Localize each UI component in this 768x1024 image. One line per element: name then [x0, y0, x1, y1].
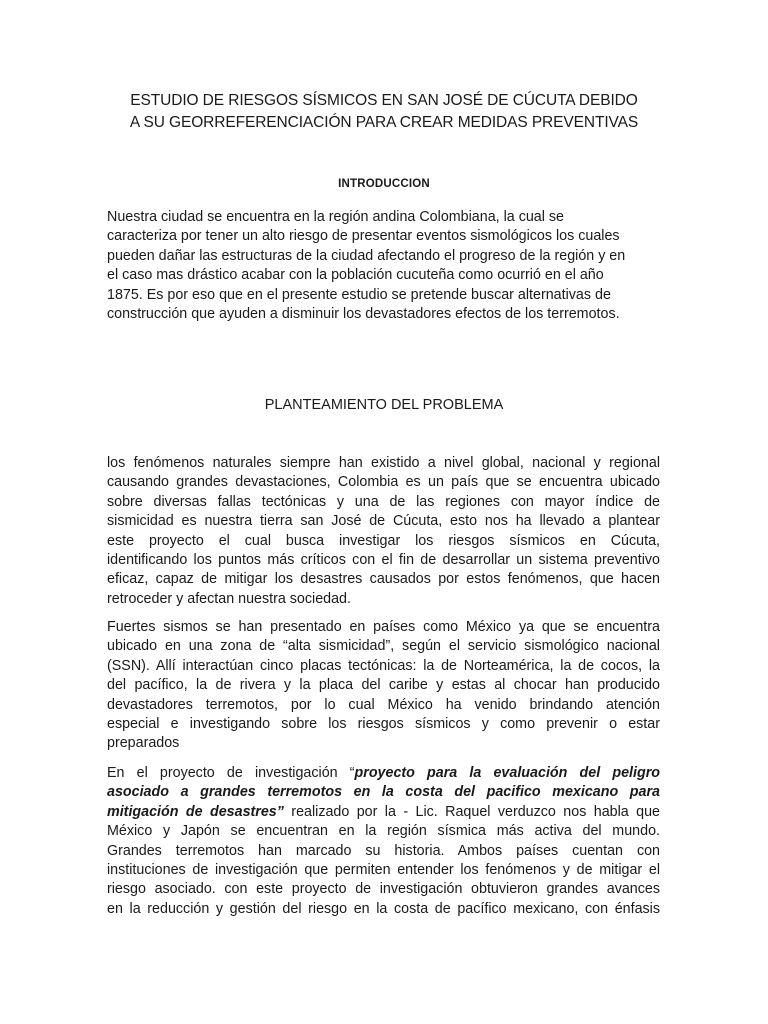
- paragraph-line: sismicidad es nuestra tierra san José de Cúcuta, esto nos ha llevado a plantear: [107, 513, 660, 530]
- paragraph-line: riesgo asociado. con este proyecto de investigación obtuvieron grandes avances: [107, 881, 660, 898]
- paragraph-line: Grandes terremotos han marcado su historia. Ambos países cuentan con: [107, 842, 660, 859]
- problem-paragraph-2: [107, 618, 660, 754]
- paragraph-line: Fuertes sismos se han presentado en países como México ya que se encuentra: [107, 619, 660, 635]
- intro-line: Nuestra ciudad se encuentra en la región andina Colombiana, la cual se: [107, 209, 564, 225]
- intro-line: el caso mas drástico acabar con la población cucuteña como ocurrió en el año: [107, 267, 604, 284]
- title-line-1: ESTUDIO DE RIESGOS SÍSMICOS EN SAN JOSÉ DE CÚCUTA DEBIDO: [130, 92, 638, 109]
- paragraph-line: (SSN). Allí interactúan cinco placas tectónicas: la de Norteamérica, la de cocos, la: [107, 657, 660, 674]
- paragraph-line: México y Japón se encuentran en la región sísmica más activa del mundo.: [107, 823, 660, 840]
- intro-line: pueden dañar las estructuras de la ciudad afectando el progreso de la región y en: [107, 247, 626, 264]
- intro-line: construcción que ayuden a disminuir los devastadores efectos de los terremotos.: [107, 306, 620, 323]
- paragraph-line: identificando los puntos más críticos con el fin de desarrollar un sistema preventivo: [107, 552, 660, 569]
- intro-line: 1875. Es por eso que en el presente estudio se pretende buscar alternativas de: [107, 286, 611, 303]
- paragraph-line: [107, 764, 660, 783]
- paragraph-line: sobre diversas fallas tectónicas y una de las regiones con mayor índice de: [107, 493, 660, 510]
- document-title: [100, 90, 668, 134]
- paragraph-line: ubicado en una zona de “alta sismicidad”, según el servicio sismológico nacional: [107, 638, 660, 655]
- paragraph-text: realizado por la - Lic. Raquel verduzco nos habla que: [283, 803, 660, 820]
- problem-heading: PLANTEAMIENTO DEL PROBLEMA: [264, 397, 504, 413]
- intro-line: caracteriza por tener un alto riesgo de presentar eventos sismológicos los cuales: [107, 228, 620, 245]
- paragraph-line: en la reducción y gestión del riesgo en la costa de pacífico mexicano, con énfasis: [107, 900, 660, 917]
- intro-paragraph: [107, 208, 660, 324]
- paragraph-line: instituciones de investigación que permiten entender los fenómenos y de mitigar el: [107, 862, 660, 879]
- paragraph-line: eficaz, capaz de mitigar los desastres causados por estos fenómenos, que hacen: [107, 571, 660, 588]
- paragraph-text: En el proyecto de investigación “: [107, 765, 355, 781]
- paragraph-line: [107, 803, 660, 822]
- paragraph-line: retroceder y afectan nuestra sociedad.: [107, 590, 351, 607]
- project-title-text: asociado a grandes terremotos en la costa del pacifico mexicano para: [107, 784, 660, 801]
- paragraph-line: causando grandes devastaciones, Colombia es un país que se encuentra ubicado: [107, 474, 660, 491]
- problem-paragraph-1: [107, 454, 660, 609]
- paragraph-line: preparados: [107, 735, 180, 752]
- title-line-2: A SU GEORREFERENCIACIÓN PARA CREAR MEDIDAS PREVENTIVAS: [129, 114, 639, 131]
- project-title-text: proyecto para la evaluación del peligro: [354, 765, 660, 781]
- intro-heading: INTRODUCCION: [338, 178, 430, 190]
- paragraph-line: los fenómenos naturales siempre han existido a nivel global, nacional y regional: [107, 455, 660, 471]
- paragraph-line: especial e investigando sobre los riesgos sísmicos y como prevenir o estar: [107, 716, 660, 733]
- paragraph-line: devastadores terremotos, por lo cual México ha venido brindando atención: [107, 696, 660, 713]
- paragraph-line: este proyecto el cual busca investigar los riesgos sísmicos en Cúcuta,: [107, 532, 660, 549]
- problem-paragraph-3: [107, 764, 660, 919]
- project-title-text: mitigación de desastres”: [107, 803, 284, 820]
- paragraph-line: del pacífico, la de rivera y la placa del caribe y estas al chocar han producido: [107, 677, 660, 694]
